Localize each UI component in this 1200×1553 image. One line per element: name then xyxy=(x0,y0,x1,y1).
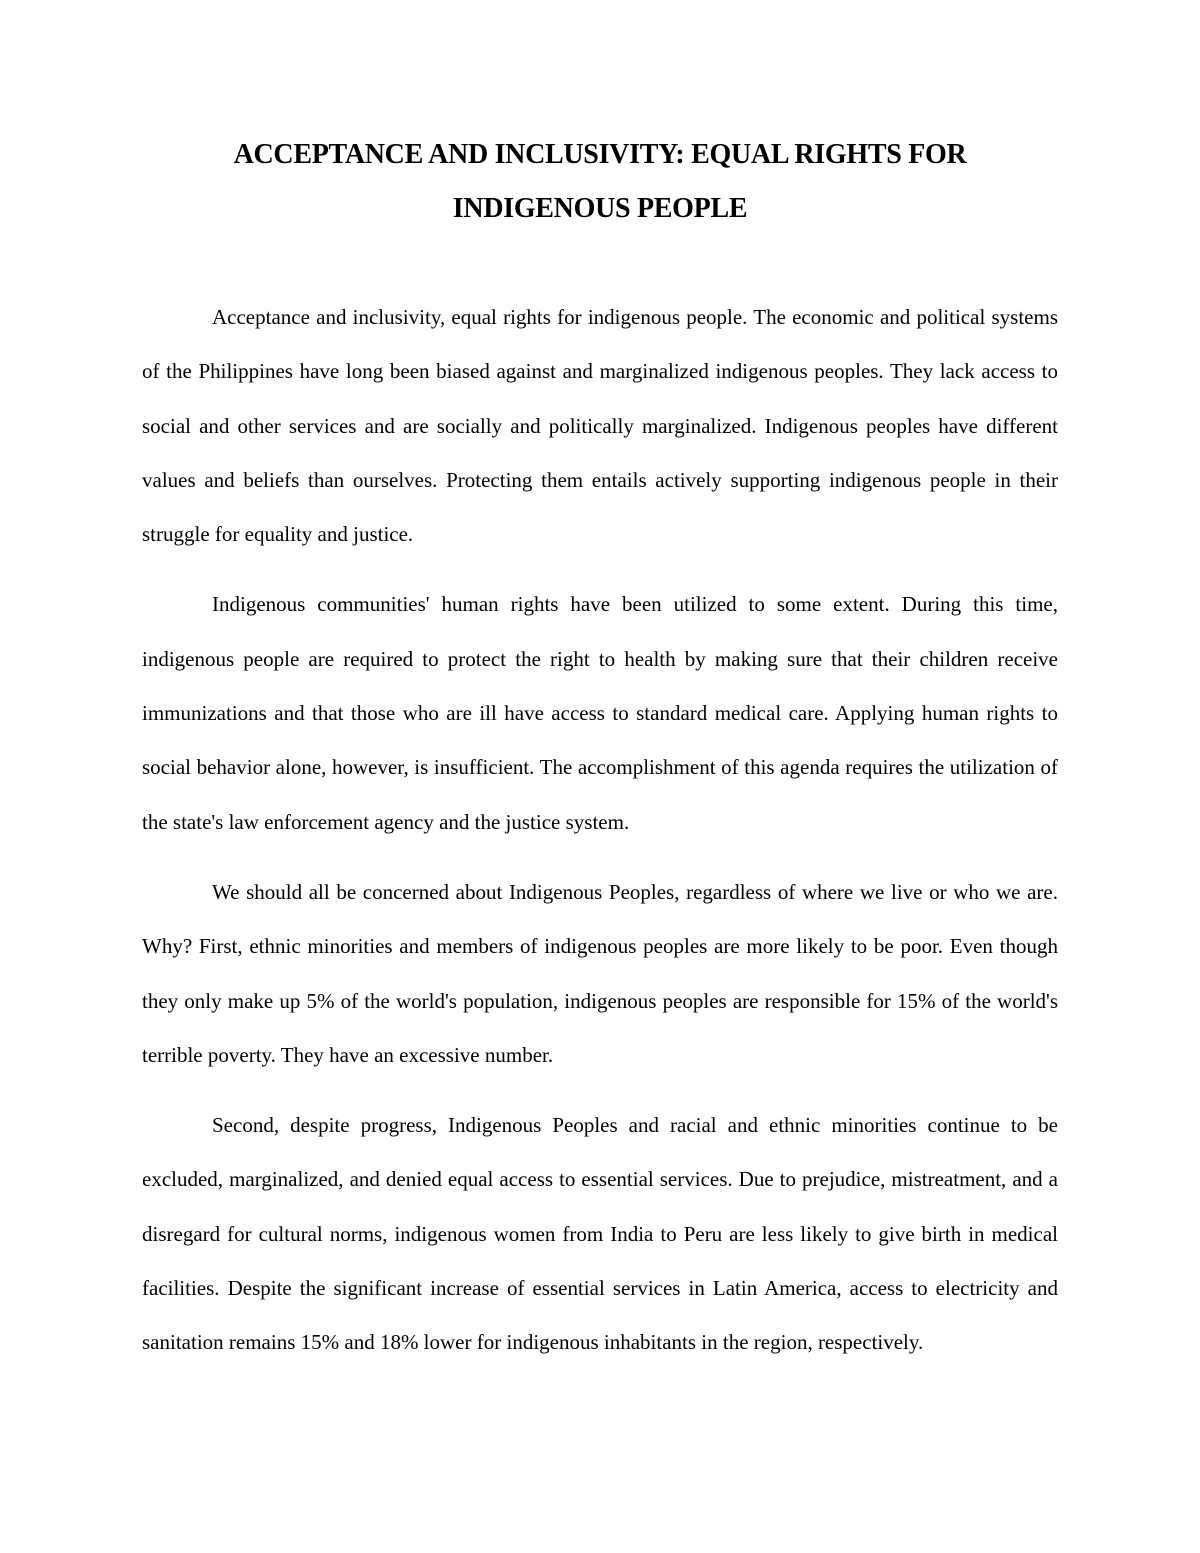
title-line-1: ACCEPTANCE AND INCLUSIVITY: EQUAL RIGHTS FOR xyxy=(233,139,967,170)
document-title xyxy=(142,128,1058,236)
paragraph-3: We should all be concerned about Indigenous Peoples, regardless of where we live or who we are. Why? First, ethnic minorities and members of indigenous peoples are more likely to be poor. Even though they only make up 5% of the world's population, indigenous peoples are responsible for 15% of the world's terrible poverty. They have an excessive number. xyxy=(142,879,1058,1067)
document-body xyxy=(142,290,1058,1386)
paragraph-1: Acceptance and inclusivity, equal rights for indigenous people. The economic and political systems of the Philippines have long been biased against and marginalized indigenous peoples. They lack access to social and other services and are socially and politically marginalized. Indigenous peoples have different values and beliefs than ourselves. Protecting them entails actively supporting indigenous people in their struggle for equality and justice. xyxy=(142,305,1058,547)
paragraph-4: Second, despite progress, Indigenous Peoples and racial and ethnic minorities continue to be excluded, marginalized, and denied equal access to essential services. Due to prejudice, mistreatment, and a disregard for cultural norms, indigenous women from India to Peru are less likely to give birth in medical facilities. Despite the significant increase of essential services in Latin America, access to electricity and sanitation remains 15% and 18% lower for indigenous inhabitants in the region, respectively. xyxy=(142,1113,1058,1355)
title-line-2: INDIGENOUS PEOPLE xyxy=(452,193,748,224)
paragraph-2: Indigenous communities' human rights have been utilized to some extent. During this time, indigenous people are required to protect the right to health by making sure that their children receive immunizations and that those who are ill have access to standard medical care. Applying human rights to social behavior alone, however, is insufficient. The accomplishment of this agenda requires the utilization of the state's law enforcement agency and the justice system. xyxy=(142,592,1058,834)
